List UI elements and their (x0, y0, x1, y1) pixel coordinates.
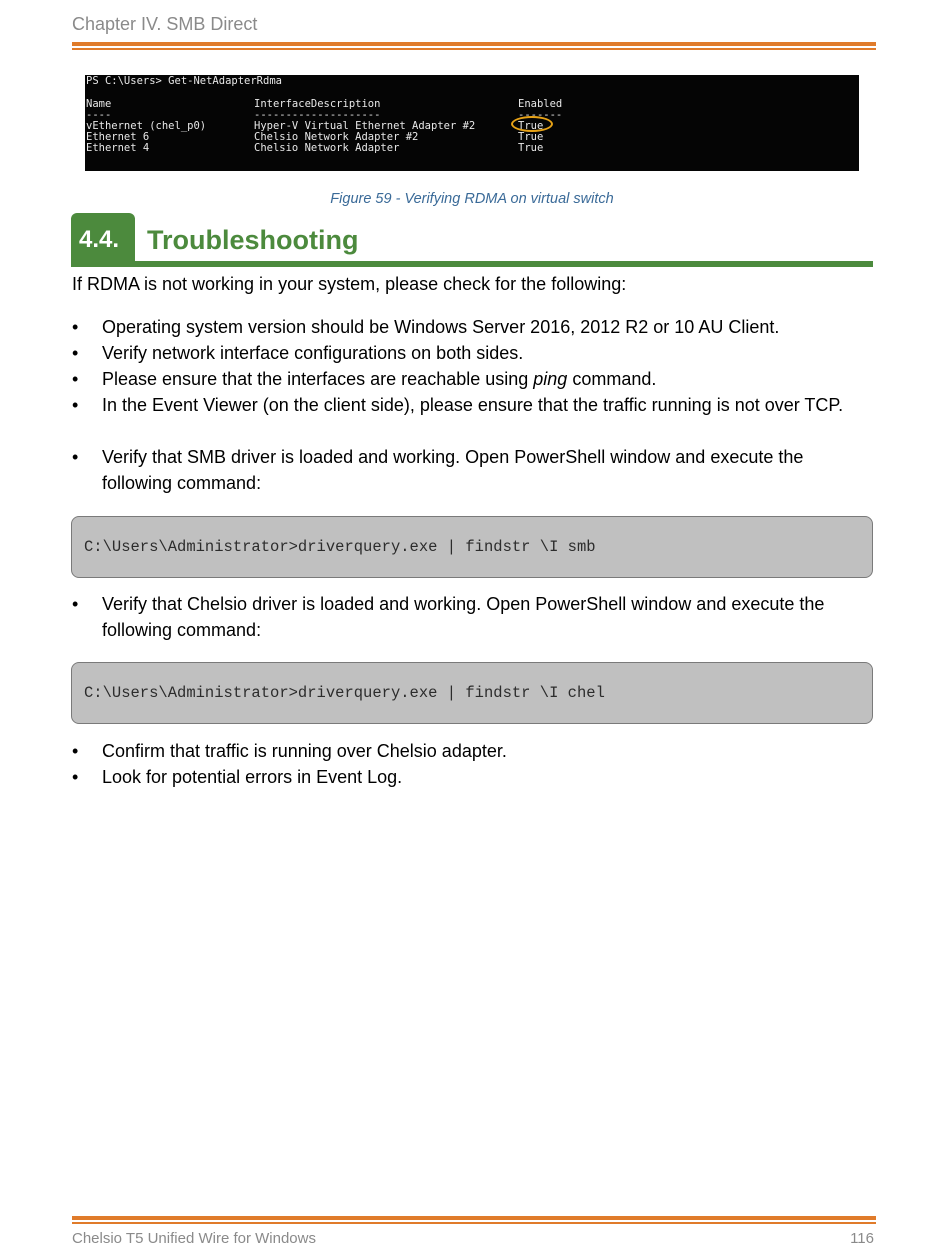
console-row-name: Ethernet 4 (86, 142, 150, 154)
list-item-text: Verify that SMB driver is loaded and working. Open PowerShell window and execute the following command: (102, 447, 804, 493)
highlight-circle (511, 116, 553, 132)
console-row-enabled: True (518, 142, 544, 154)
list-item-text: Verify that Chelsio driver is loaded and working. Open PowerShell window and execute the following command: (102, 594, 825, 640)
console-dash: ------- (518, 109, 563, 121)
bullet-symbol: • (72, 594, 79, 614)
footer-rule (72, 1216, 876, 1220)
figure-caption: Figure 59 - Verifying RDMA on virtual switch (330, 191, 614, 207)
section-title: Troubleshooting (147, 225, 359, 255)
text-post: command. (567, 369, 657, 389)
bullet-symbol: • (72, 343, 79, 363)
page-number: 116 (850, 1230, 874, 1247)
bullet-symbol: • (72, 741, 79, 761)
list-item-text: In the Event Viewer (on the client side), please ensure that the traffic running is not over TCP. (102, 395, 844, 415)
console-dash: -------------------- (254, 109, 381, 121)
section-underline (71, 261, 873, 267)
bullet-symbol: • (72, 369, 79, 389)
console-row-enabled: True (518, 120, 544, 132)
console-col-enabled: Enabled (518, 98, 563, 110)
console-dash: ---- (86, 109, 112, 121)
footer-rule-thin (72, 1222, 876, 1224)
chapter-header: Chapter IV. SMB Direct (72, 14, 258, 34)
console-row-name: Ethernet 6 (86, 131, 150, 143)
console-row-desc: Hyper-V Virtual Ethernet Adapter #2 (254, 120, 476, 132)
code-block-chel: C:\Users\Administrator>driverquery.exe | findstr \I chel (71, 662, 873, 724)
list-item-text: Operating system version should be Windows Server 2016, 2012 R2 or 10 AU Client. (102, 317, 780, 337)
ping-emphasis: ping (533, 369, 568, 389)
bullet-symbol: • (72, 395, 79, 415)
console-row-desc: Chelsio Network Adapter (254, 142, 400, 154)
bullet-symbol: • (72, 767, 79, 787)
code-block-smb: C:\Users\Administrator>driverquery.exe | findstr \I smb (71, 516, 873, 578)
list-item-text: Look for potential errors in Event Log. (102, 767, 403, 787)
intro-paragraph: If RDMA is not working in your system, please check for the following: (72, 274, 627, 294)
list-item-text: Verify network interface configurations on both sides. (102, 343, 524, 363)
console-col-desc: InterfaceDescription (254, 98, 381, 110)
list-item-text (102, 366, 872, 392)
console-row-desc: Chelsio Network Adapter #2 (254, 131, 419, 143)
list-item-text: Confirm that traffic is running over Chelsio adapter. (102, 741, 507, 761)
section-number: 4.4. (71, 213, 135, 266)
header-rule (72, 42, 876, 46)
bullet-symbol: • (72, 317, 79, 337)
text-pre: Please ensure that the interfaces are reachable using (102, 369, 534, 389)
bullet-symbol: • (72, 447, 79, 467)
console-row-enabled: True (518, 131, 544, 143)
console-row-name: vEthernet (chel_p0) (86, 120, 207, 132)
console-col-name: Name (86, 98, 112, 110)
footer-title: Chelsio T5 Unified Wire for Windows (72, 1230, 316, 1247)
header-rule-thin (72, 48, 876, 50)
powershell-screenshot (85, 75, 859, 171)
console-prompt: PS C:\Users> Get-NetAdapterRdma (86, 75, 282, 87)
